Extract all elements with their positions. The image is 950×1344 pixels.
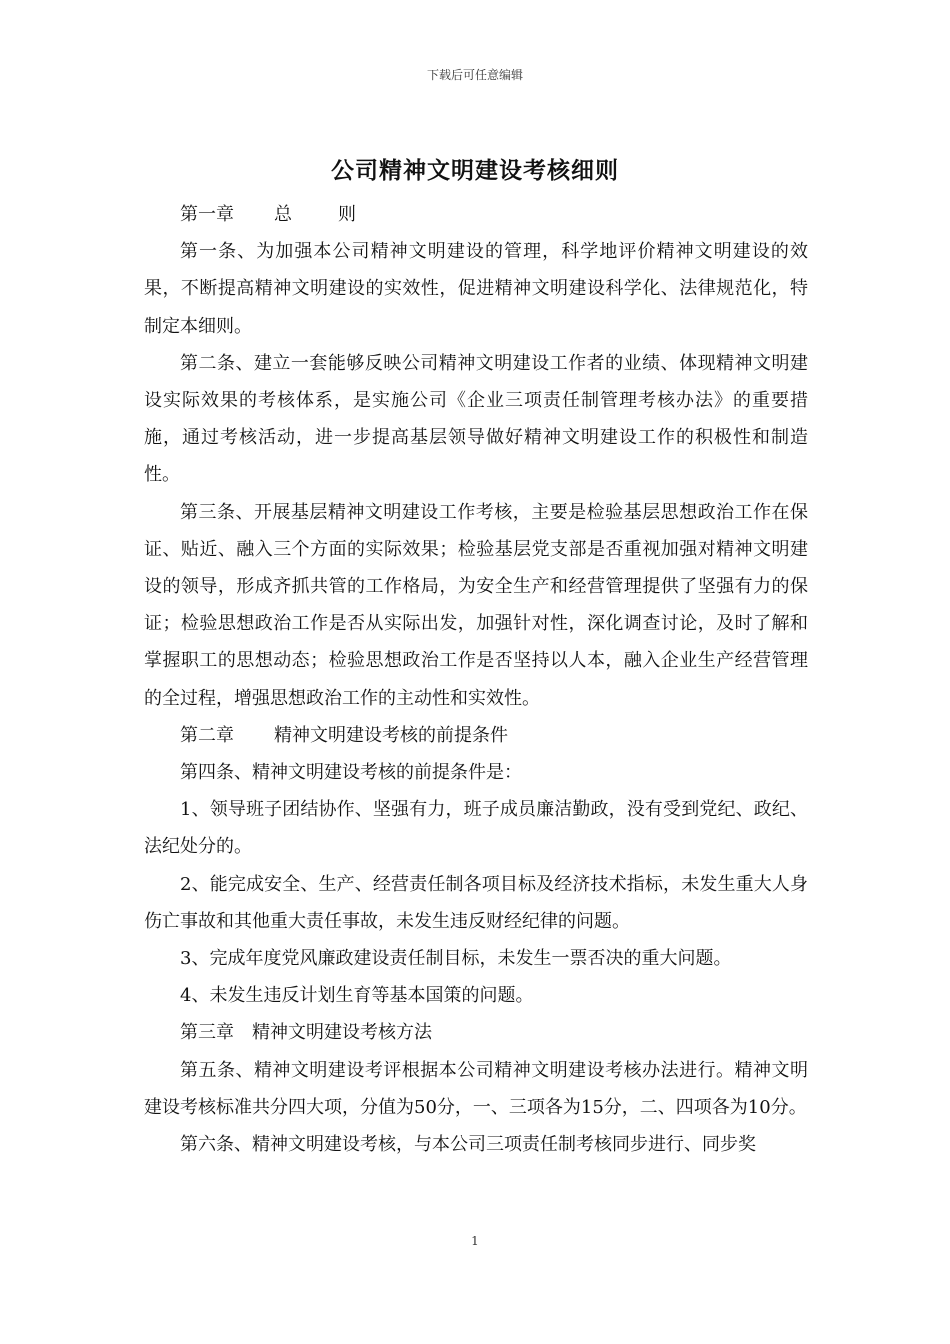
page-header-note: 下载后可任意编辑: [426, 68, 523, 82]
chapter-3-number: 第三章: [180, 1022, 234, 1044]
condition-2: 2、能完成安全、生产、经营责任制各项目标及经济技术指标，未发生重大人身伤亡事故和其他重大责任事故，未发生违反财经纪律的问题。: [144, 873, 808, 932]
chapter-2-name: 精神文明建设考核的前提条件: [274, 724, 508, 746]
chapter-3-heading: [144, 1014, 808, 1051]
article-2: 第二条、建立一套能够反映公司精神文明建设工作者的业绩、体现精神文明建设实际效果的考核体系，是实施公司《企业三项责任制管理考核办法》的重要措施，通过考核活动，进一步提高基层领导做好精神文明建设工作的积极性和制造性。: [144, 352, 808, 486]
article-5: 第五条、精神文明建设考评根据本公司精神文明建设考核办法进行。精神文明建设考核标准共分四大项，分值为50分，一、三项各为15分，二、四项各为10分。: [144, 1059, 808, 1118]
chapter-2-number: 第二章: [180, 724, 234, 746]
condition-1: 1、领导班子团结协作、坚强有力，班子成员廉洁勤政，没有受到党纪、政纪、法纪处分的。: [144, 799, 808, 858]
chapter-1-number: 第一章: [180, 204, 234, 225]
page-number: 1: [471, 1234, 479, 1248]
chapter-3-name: 精神文明建设考核方法: [252, 1022, 432, 1044]
chapter-2-heading: [144, 717, 808, 754]
chapter-1-name-part1: 总: [274, 204, 292, 225]
article-3: 第三条、开展基层精神文明建设工作考核，主要是检验基层思想政治工作在保证、贴近、融入三个方面的实际效果；检验基层党支部是否重视加强对精神文明建设的领导，形成齐抓共管的工作格局，为安全生产和经营管理提供了坚强有力的保证；检验思想政治工作是否从实际出发，加强针对性，深化调查讨论，及时了解和掌握职工的思想动态；检验思想政治工作是否坚持以人本，融入企业生产经营管理的全过程，增强思想政治工作的主动性和实效性。: [144, 501, 808, 709]
document-body: [144, 196, 808, 1163]
article-4: 第四条、精神文明建设考核的前提条件是：: [180, 762, 522, 784]
article-1: 第一条、为加强本公司精神文明建设的管理，科学地评价精神文明建设的效果，不断提高精神文明建设的实效性，促进精神文明建设科学化、法律规范化，特制定本细则。: [144, 241, 808, 337]
chapter-1-name-part2: 则: [338, 204, 356, 225]
document-title: 公司精神文明建设考核细则: [331, 157, 619, 184]
article-6: 第六条、精神文明建设考核，与本公司三项责任制考核同步进行、同步奖: [180, 1134, 756, 1156]
chapter-1-heading: [144, 196, 808, 233]
condition-4: 4、未发生违反计划生育等基本国策的问题。: [180, 985, 534, 1007]
condition-3: 3、完成年度党风廉政建设责任制目标，未发生一票否决的重大问题。: [180, 948, 732, 970]
